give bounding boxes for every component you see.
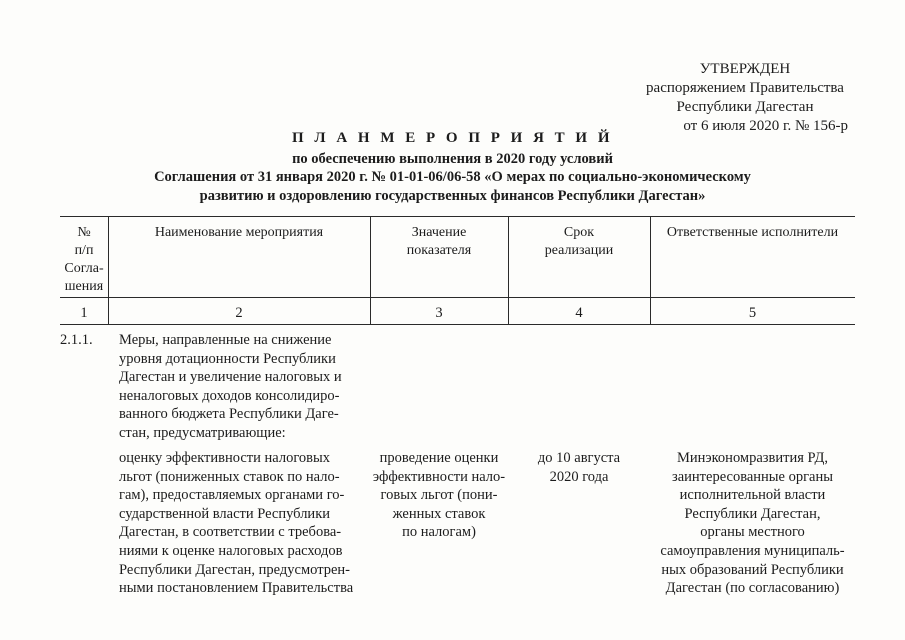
indicator-value: проведение оценки эффективности нало- говых льгот (пони- женных ставок по налогам) bbox=[372, 450, 506, 541]
approval-authority: распоряжением Правительства bbox=[646, 80, 844, 96]
table-numbers-rule bbox=[60, 324, 855, 325]
activity-name: оценку эффективности налоговых льгот (пониженных ставок по нало- гам), предоставляемых органами го- сударственной власти Республики Дагестан, в соответствии с требова- ниями к оценке налоговых расходов Республики Дагестан, предусмотрен- ными постановлением Правительства bbox=[119, 450, 354, 597]
plan-subtitle-line-2: Соглашения от 31 января 2020 г. № 01-01-06/06-58 «О мерах по социально-экономическому bbox=[154, 169, 751, 185]
approval-region: Республики Дагестан bbox=[676, 99, 814, 115]
plan-subtitle-line-1: по обеспечению выполнения в 2020 году условий bbox=[292, 151, 613, 167]
section-title: Меры, направленные на снижение уровня дотационности Республики Дагестан и увеличение налоговых и неналоговых доходов консолидиро- ванного бюджета Республики Даге- стан, предусматривающие: bbox=[119, 332, 342, 441]
header-indicator-value: Значение показателя bbox=[406, 225, 472, 258]
header-deadline: Срок реализации bbox=[544, 225, 614, 258]
section-number: 2.1.1. bbox=[60, 332, 93, 348]
approval-status: УТВЕРЖДЕН bbox=[699, 61, 791, 77]
table-header-rule bbox=[60, 297, 855, 298]
column-number: 1 bbox=[80, 305, 88, 321]
header-row-number: № п/п Согла- шения bbox=[64, 225, 104, 294]
table-top-rule bbox=[60, 216, 855, 217]
column-number: 4 bbox=[575, 305, 583, 321]
approval-date-number: от 6 июля 2020 г. № 156-р bbox=[683, 118, 848, 134]
column-number: 2 bbox=[235, 305, 243, 321]
header-activity-name: Наименование мероприятия bbox=[154, 225, 324, 240]
plan-title: П Л А Н М Е Р О П Р И Я Т И Й bbox=[291, 130, 613, 146]
executors: Минэкономразвития РД, заинтересованные органы исполнительной власти Республики Дагестан, органы местного самоуправления муниципаль- ных образований Республики Дагестан (по согласованию) bbox=[660, 450, 845, 597]
approval-block bbox=[600, 60, 890, 136]
header-executors: Ответственные исполнители bbox=[666, 225, 839, 240]
plan-subtitle-line-3: развитию и оздоровлению государственных финансов Республики Дагестан» bbox=[199, 188, 706, 204]
column-number: 3 bbox=[435, 305, 443, 321]
deadline: до 10 августа 2020 года bbox=[537, 450, 621, 485]
column-number: 5 bbox=[748, 305, 757, 321]
